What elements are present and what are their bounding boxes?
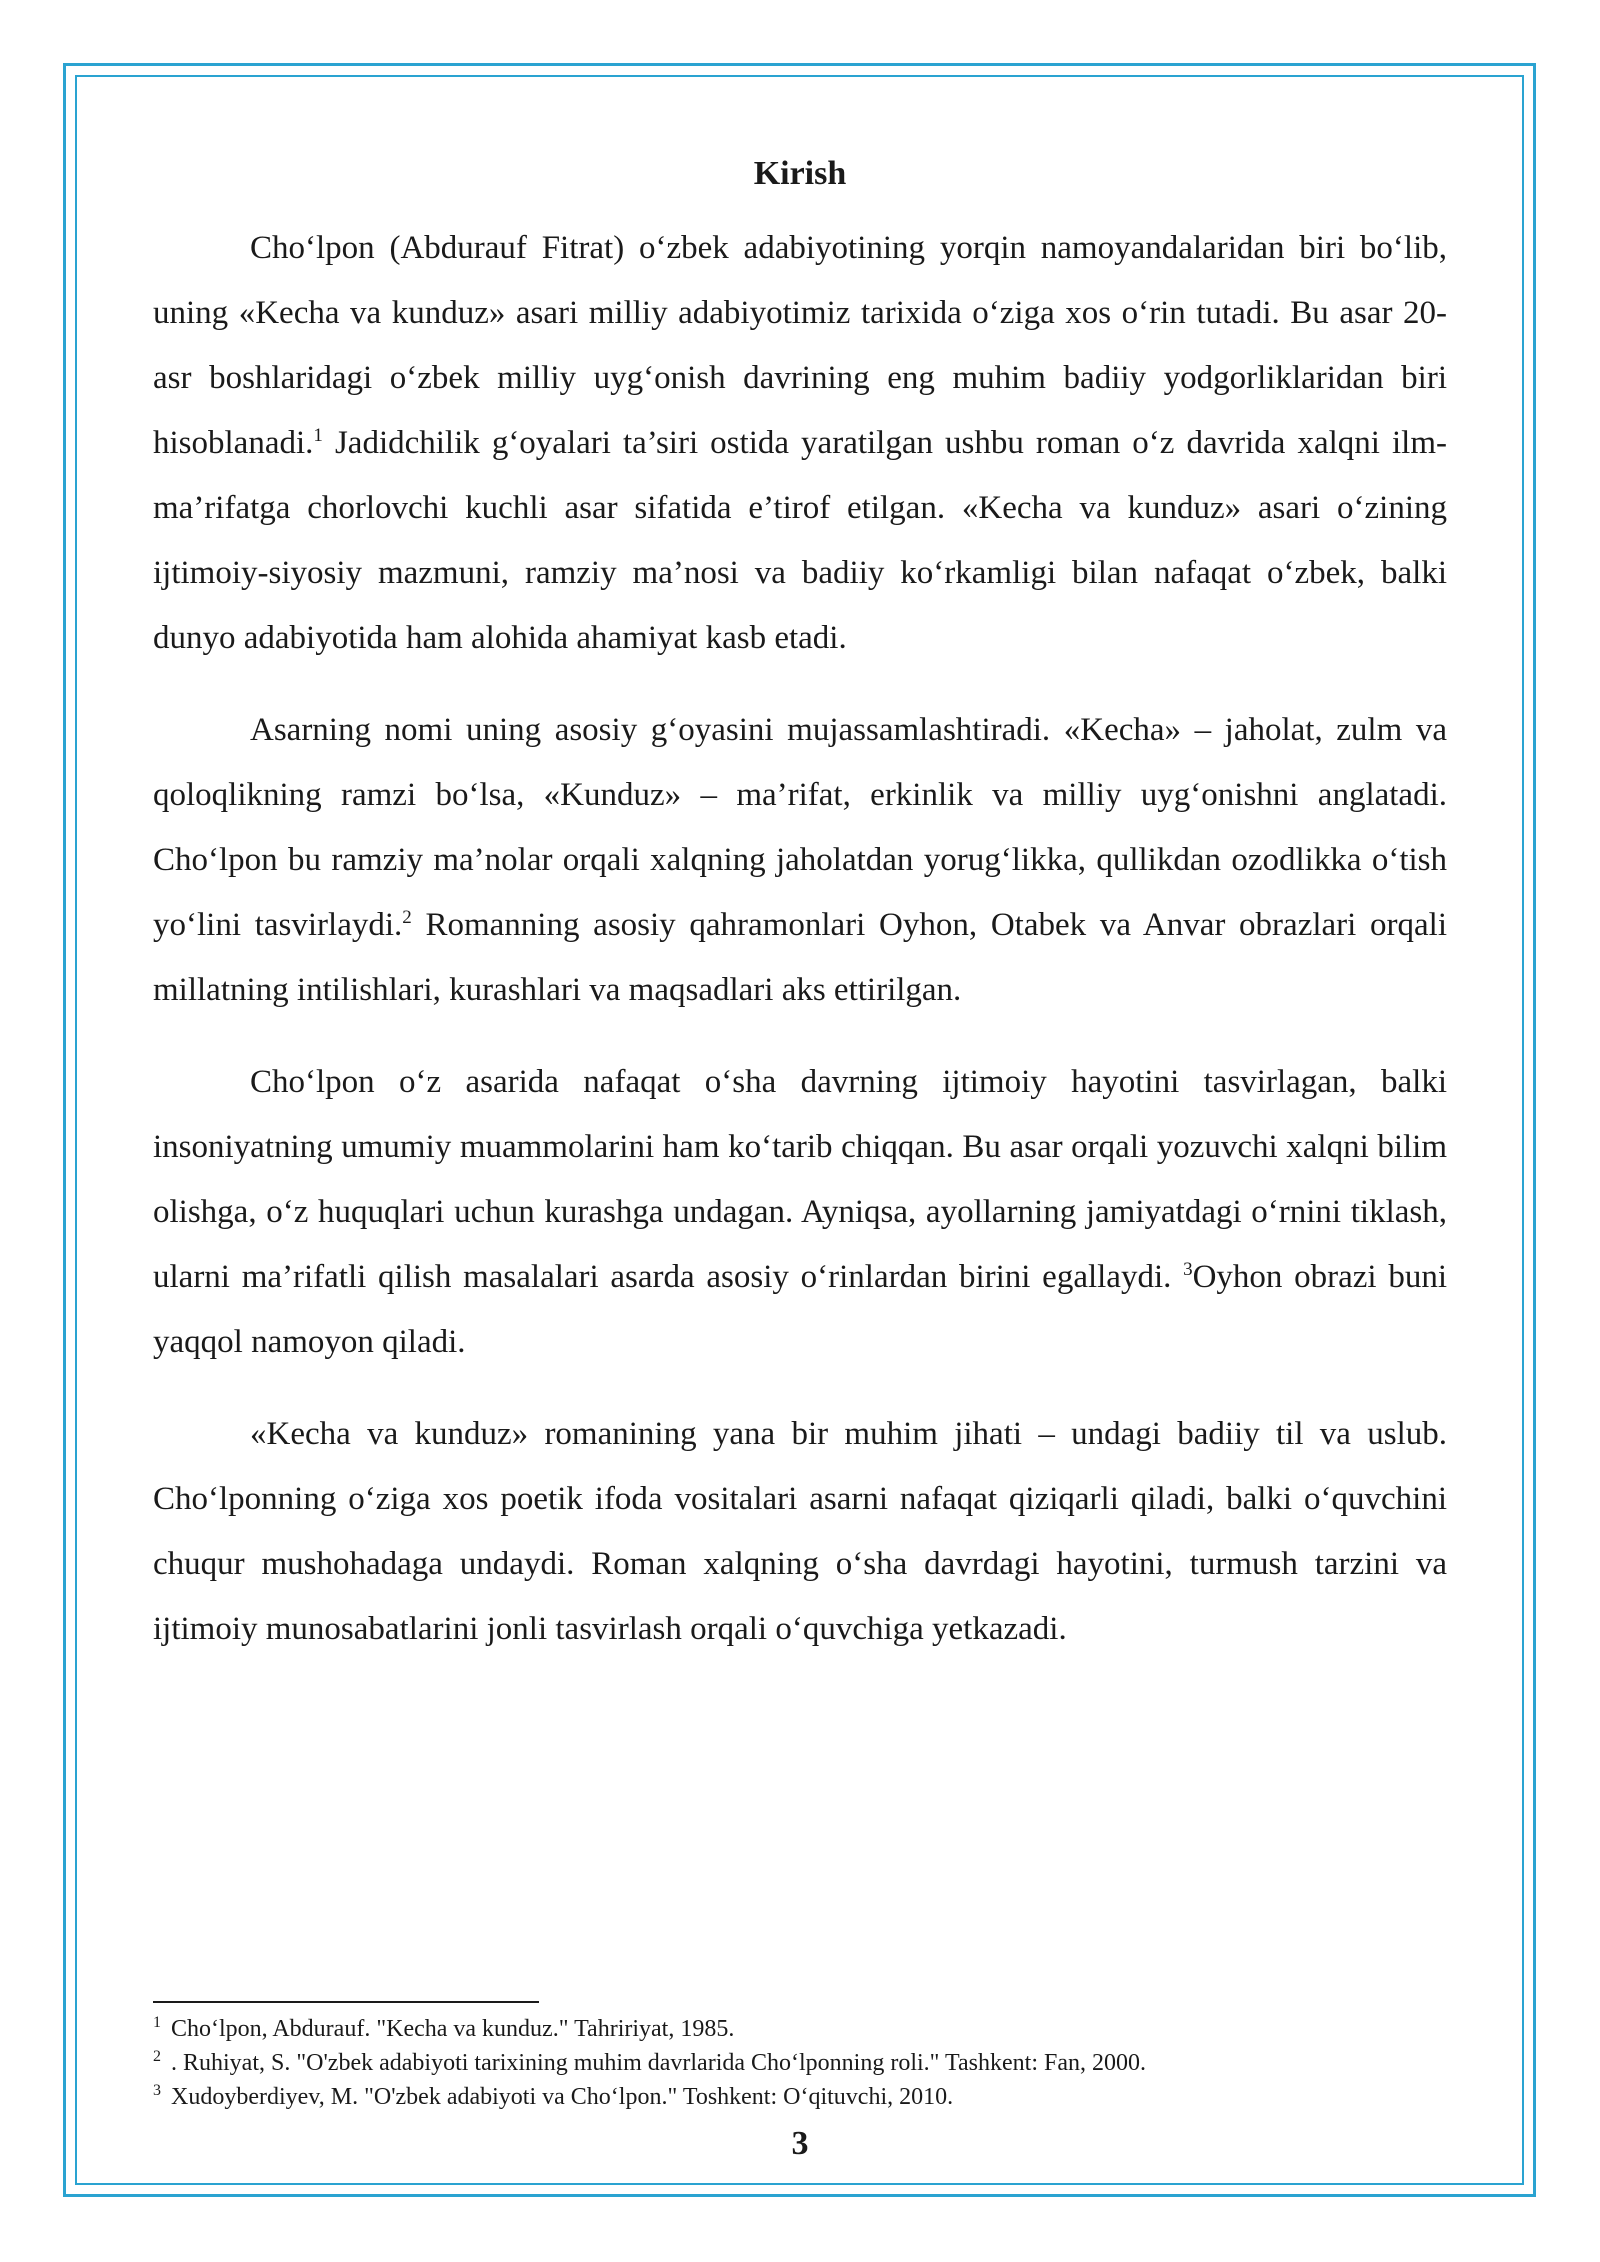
footnote-separator xyxy=(153,2001,539,2003)
footnote-text: Xudoyberdiyev, M. "O'zbek adabiyoti va Cho‘lpon." Toshkent: O‘qituvchi, 2010. xyxy=(171,2084,954,2110)
paragraph-text: Cho‘lpon (Abdurauf Fitrat) o‘zbek adabiyotining yorqin namoyandalaridan biri bo‘lib, uning «Kecha va kunduz» asari milliy adabiyotimiz tarixida o‘ziga xos o‘rin tutadi. Bu asar 20-asr boshlaridagi o‘zbek milliy uyg‘onish davrining eng muhim badiiy yodgorliklaridan biri hisoblanadi. xyxy=(153,230,1447,461)
paragraph-text: Asarning nomi uning asosiy g‘oyasini mujassamlashtiradi. «Kecha» – jaholat, zulm va qoloqlikning ramzi bo‘lsa, «Kunduz» – ma’rifat, erkinlik va milliy uyg‘onishni anglatadi. Cho‘lpon bu ramziy ma’nolar orqali xalqning jaholatdan yorug‘likka, qullikdan ozodlikka o‘tish yo‘lini tasvirlaydi. xyxy=(153,712,1447,943)
paragraph-text: Jadidchilik g‘oyalari ta’siri ostida yaratilgan ushbu roman o‘z davrida xalqni ilm-ma’rifatga chorlovchi kuchli asar sifatida e’tirof etilgan. «Kecha va kunduz» asari o‘zining ijtimoiy-siyosiy mazmuni, ramziy ma’nosi va badiiy ko‘rkamligi bilan nafaqat o‘zbek, balki dunyo adabiyotida ham alohida ahamiyat kasb etadi. xyxy=(153,425,1447,656)
footnote-ref-1[interactable]: 1 xyxy=(313,425,323,446)
footnote-2 xyxy=(153,2046,1447,2080)
paragraph-4 xyxy=(153,1402,1447,1662)
footnote-text: . Ruhiyat, S. "O'zbek adabiyoti tarixining muhim davrlarida Cho‘lponning roli." Tashkent: Fan, 2000. xyxy=(171,2050,1146,2076)
paragraph-text: Romanning asosiy qahramonlari Oyhon, Otabek va Anvar obrazlari orqali millatning intilishlari, kurashlari va maqsadlari aks ettirilgan. xyxy=(153,907,1447,1008)
footnotes-section xyxy=(153,2012,1447,2114)
footnote-text: Cho‘lpon, Abdurauf. "Kecha va kunduz." Tahririyat, 1985. xyxy=(171,2016,735,2042)
paragraph-3 xyxy=(153,1050,1447,1375)
page-content xyxy=(153,150,1447,1689)
paragraph-text: Cho‘lpon o‘z asarida nafaqat o‘sha davrning ijtimoiy hayotini tasvirlagan, balki insoniyatning umumiy muammolarini ham ko‘tarib chiqqan. Bu asar orqali yozuvchi xalqni bilim olishga, o‘z huquqlari uchun kurashga undagan. Ayniqsa, ayollarning jamiyatdagi o‘rnini tiklash, ularni ma’rifatli qilish masalalari asarda asosiy o‘rinlardan birini egallaydi. xyxy=(153,1064,1447,1295)
footnote-ref-3[interactable]: 3 xyxy=(1183,1259,1193,1280)
footnote-number: 3 xyxy=(153,2082,161,2099)
footnote-1 xyxy=(153,2012,1447,2046)
page-number: 3 xyxy=(791,2125,809,2162)
paragraph-2 xyxy=(153,698,1447,1023)
footnote-number: 1 xyxy=(153,2014,161,2031)
footnote-ref-2[interactable]: 2 xyxy=(402,907,412,928)
paragraph-text: Oyhon obrazi buni yaqqol namoyon qiladi. xyxy=(153,1259,1447,1360)
footnote-3 xyxy=(153,2080,1447,2114)
page-title: Kirish xyxy=(753,155,847,192)
paragraph-1 xyxy=(153,216,1447,671)
paragraph-text: «Kecha va kunduz» romanining yana bir muhim jihati – undagi badiiy til va uslub. Cho‘lponning o‘ziga xos poetik ifoda vositalari asarni nafaqat qiziqarli qiladi, balki o‘quvchini chuqur mushohadaga undaydi. Roman xalqning o‘sha davrdagi hayotini, turmush tarzini va ijtimoiy munosabatlarini jonli tasvirlash orqali o‘quvchiga yetkazadi. xyxy=(153,1416,1447,1647)
footnote-number: 2 xyxy=(153,2048,161,2065)
